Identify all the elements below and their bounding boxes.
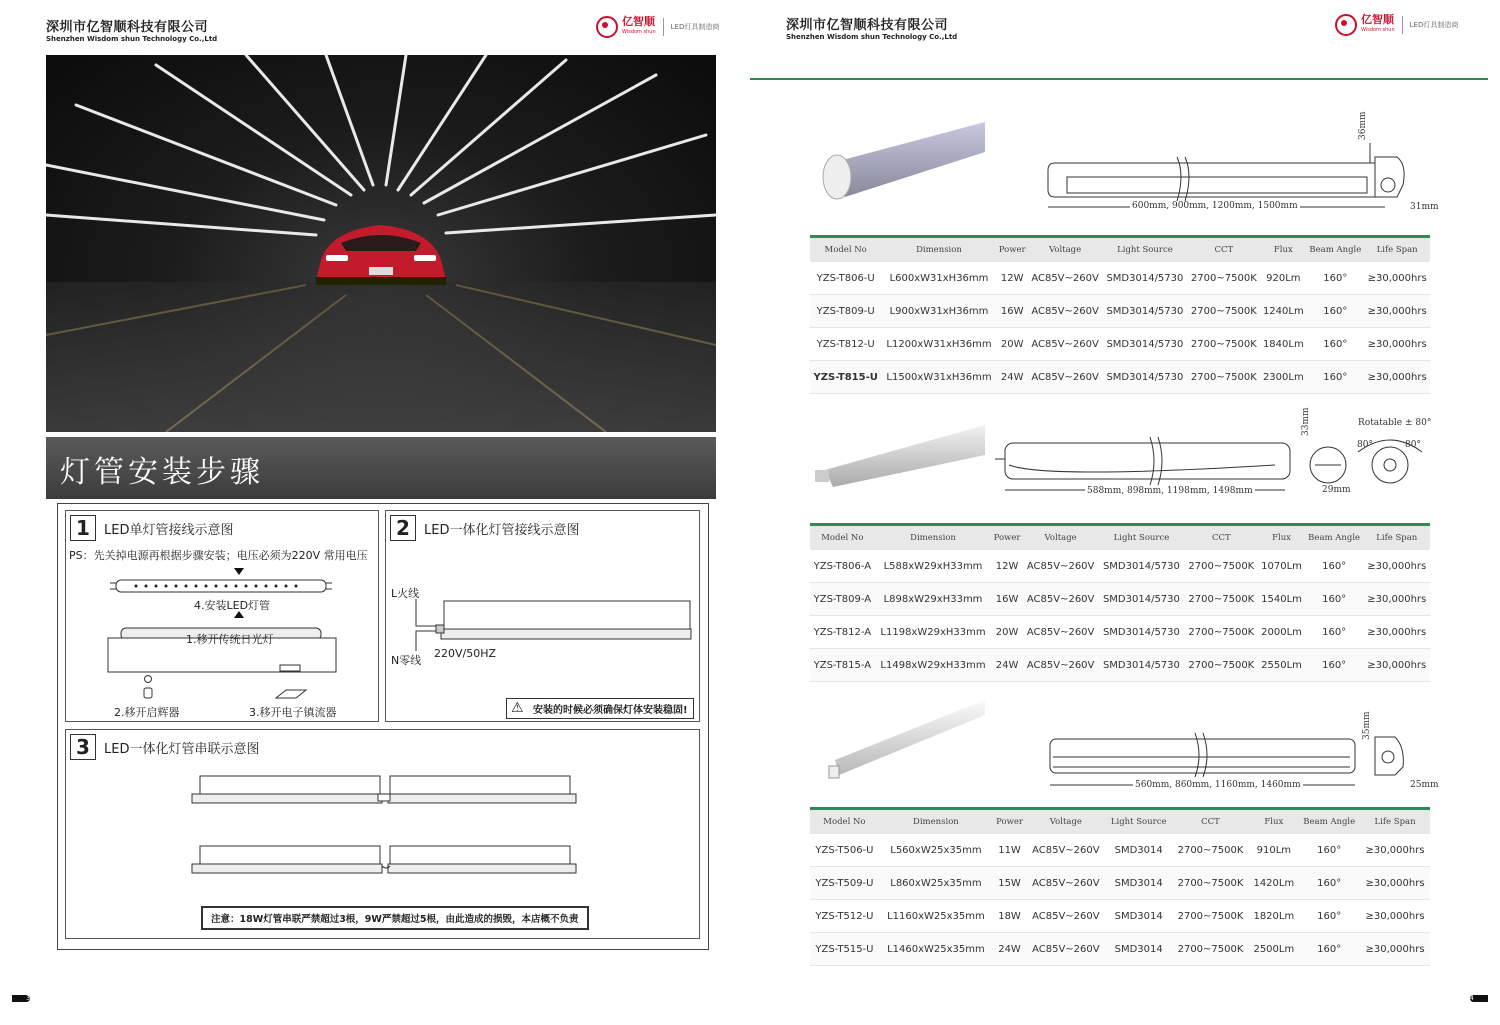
left-page-number: 3 [12, 995, 30, 1002]
panel-integrated-tube [385, 510, 700, 722]
table3-col-5: CCT [1172, 809, 1250, 835]
table-cell: YZS-T512-U [810, 900, 879, 933]
table-cell: 910Lm [1249, 834, 1298, 867]
table-cell: 160° [1306, 361, 1364, 394]
table-cell: SMD3014/5730 [1098, 550, 1184, 583]
table-cell: AC85V~260V [1026, 834, 1106, 867]
table-cell: 2550Lm [1258, 649, 1305, 682]
table-cell: L1500xW31xH36mm [881, 361, 996, 394]
voltage-label: 220V/50HZ [434, 647, 497, 660]
table-row [810, 583, 1430, 616]
panel1-step1: 1.移开传统日光灯 [186, 633, 274, 646]
table1-col-4: Light Source [1102, 237, 1187, 263]
table-cell: 24W [993, 933, 1026, 966]
logo-tag: LED灯具制造商 [670, 23, 720, 31]
integrated-tube-diagram [386, 591, 699, 651]
table-cell: 20W [997, 328, 1028, 361]
table-cell: 160° [1298, 900, 1360, 933]
table-cell: 1070Lm [1258, 550, 1305, 583]
series-tubes-diagram [66, 770, 699, 880]
warning-text: 安装的时候必须确保灯体安装稳固! [533, 705, 688, 716]
table-cell: SMD3014 [1106, 933, 1172, 966]
table1-header [810, 237, 1430, 263]
brand-logo [596, 16, 719, 38]
diagram2-lengths: 588mm, 898mm, 1198mm, 1498mm [1087, 486, 1253, 496]
left-header [46, 16, 217, 43]
table-cell: YZS-T809-A [810, 583, 875, 616]
table-cell: 2500Lm [1249, 933, 1298, 966]
table-cell: L1498xW29xH33mm [875, 649, 992, 682]
table-cell: YZS-T806-U [810, 262, 881, 295]
table1-col-5: CCT [1187, 237, 1260, 263]
table-cell: AC85V~260V [1026, 900, 1106, 933]
table-cell: 160° [1305, 550, 1364, 583]
table-cell: AC85V~260V [1028, 262, 1103, 295]
spec-table-2 [810, 523, 1430, 682]
table-cell: ≥30,000hrs [1360, 933, 1430, 966]
table-cell: 160° [1305, 649, 1364, 682]
table3-col-3: Voltage [1026, 809, 1106, 835]
table-cell: 1420Lm [1249, 867, 1298, 900]
table-cell: ≥30,000hrs [1363, 649, 1430, 682]
table-cell: 160° [1306, 295, 1364, 328]
table-cell: 12W [991, 550, 1022, 583]
table-cell: YZS-T515-U [810, 933, 879, 966]
table-cell: 15W [993, 867, 1026, 900]
table-cell: 1240Lm [1260, 295, 1306, 328]
table-cell: AC85V~260V [1023, 583, 1099, 616]
table-cell: SMD3014/5730 [1102, 295, 1187, 328]
panel-series-tubes [65, 729, 700, 939]
table-cell: ≥30,000hrs [1363, 583, 1430, 616]
table-cell: 160° [1298, 933, 1360, 966]
table-cell: L1198xW29xH33mm [875, 616, 992, 649]
table-row [810, 361, 1430, 394]
company-name-en: Shenzhen Wisdom shun Technology Co.,Ltd [46, 35, 218, 43]
right-logo-mark-icon [1335, 14, 1357, 36]
right-logo-tag: LED灯具制造商 [1409, 21, 1459, 29]
panel2-number: 2 [390, 515, 416, 541]
table-cell: 1820Lm [1249, 900, 1298, 933]
table-cell: 20W [991, 616, 1022, 649]
logo-brand: 亿智顺 [622, 15, 655, 28]
table-row [810, 649, 1430, 682]
table-row [810, 550, 1430, 583]
table-cell: YZS-T506-U [810, 834, 879, 867]
table-cell: SMD3014/5730 [1098, 649, 1184, 682]
panel1-number: 1 [70, 515, 96, 541]
table-cell: AC85V~260V [1026, 933, 1106, 966]
diagram2-angle-right: 80° [1405, 440, 1421, 450]
panel3-number: 3 [70, 734, 96, 760]
right-page-number: 4 [1470, 995, 1488, 1002]
diagram2-width: 29mm [1322, 485, 1351, 495]
table-cell: L560xW25x35mm [879, 834, 993, 867]
table-cell: 2700~7500K [1172, 933, 1250, 966]
table-cell: L1460xW25x35mm [879, 933, 993, 966]
table-cell: L1200xW31xH36mm [881, 328, 996, 361]
table-cell: 160° [1305, 616, 1364, 649]
table-cell: 18W [993, 900, 1026, 933]
warning-icon: ⚠ [511, 700, 524, 716]
table-cell: 160° [1298, 834, 1360, 867]
table-cell: L1160xW25x35mm [879, 900, 993, 933]
spec-table-3 [810, 807, 1430, 966]
table-cell: 12W [997, 262, 1028, 295]
table-cell: 2700~7500K [1187, 295, 1260, 328]
table-cell: 2700~7500K [1184, 616, 1258, 649]
table-cell: ≥30,000hrs [1364, 262, 1430, 295]
table-cell: AC85V~260V [1028, 295, 1103, 328]
series-note-box [201, 906, 589, 930]
diagram3-height: 35mm [1362, 711, 1372, 740]
diagram1-width: 31mm [1410, 202, 1439, 212]
table-cell: AC85V~260V [1028, 328, 1103, 361]
table2-col-5: CCT [1184, 525, 1258, 551]
diagram3-lengths: 560mm, 860mm, 1160mm, 1460mm [1135, 780, 1301, 790]
t8-tube-photo-2 [815, 425, 985, 495]
table-cell: L588xW29xH33mm [875, 550, 992, 583]
table-cell: 920Lm [1260, 262, 1306, 295]
header-divider [750, 78, 1488, 80]
table-cell: 16W [997, 295, 1028, 328]
table-row [810, 933, 1430, 966]
table1-col-7: Beam Angle [1306, 237, 1364, 263]
diagram2-height: 33mm [1301, 407, 1311, 436]
table2-col-1: Dimension [875, 525, 992, 551]
spec-table-1 [810, 235, 1430, 394]
table-row [810, 900, 1430, 933]
table-row [810, 262, 1430, 295]
series-note-text: 注意：18W灯管串联严禁超过3根，9W严禁超过5根，由此造成的损毁，本店概不负责 [211, 914, 579, 925]
table-cell: SMD3014/5730 [1102, 361, 1187, 394]
right-logo-brand-en: Wisdom shun [1361, 27, 1395, 33]
right-company-name-cn: 深圳市亿智顺科技有限公司 [786, 18, 949, 33]
table3-col-1: Dimension [879, 809, 993, 835]
table2-col-4: Light Source [1098, 525, 1184, 551]
table-cell: 2700~7500K [1187, 361, 1260, 394]
red-car-icon [311, 215, 451, 290]
table-cell: YZS-T809-U [810, 295, 881, 328]
table-cell: YZS-T806-A [810, 550, 875, 583]
table-cell: YZS-T509-U [810, 867, 879, 900]
table3-col-2: Power [993, 809, 1026, 835]
table-cell: 160° [1305, 583, 1364, 616]
table-cell: 2700~7500K [1184, 550, 1258, 583]
table-cell: 24W [991, 649, 1022, 682]
table-cell: 2000Lm [1258, 616, 1305, 649]
table-cell: SMD3014 [1106, 867, 1172, 900]
table-cell: SMD3014 [1106, 900, 1172, 933]
logo-brand-en: Wisdom shun [622, 29, 656, 35]
panel1-step4: 4.安装LED灯管 [194, 599, 271, 612]
table-cell: AC85V~260V [1023, 649, 1099, 682]
table-cell: ≥30,000hrs [1360, 900, 1430, 933]
table-row [810, 834, 1430, 867]
panel1-step2: 2.移开启辉器 [114, 706, 180, 719]
table1-col-1: Dimension [881, 237, 996, 263]
table-cell: AC85V~260V [1023, 550, 1099, 583]
table3-col-4: Light Source [1106, 809, 1172, 835]
t8-tube-photo-1 [815, 122, 985, 207]
table2-col-3: Voltage [1023, 525, 1099, 551]
table3-col-8: Life Span [1360, 809, 1430, 835]
table-row [810, 295, 1430, 328]
table-cell: L898xW29xH33mm [875, 583, 992, 616]
table2-header [810, 525, 1430, 551]
table-cell: 2300Lm [1260, 361, 1306, 394]
table-cell: 2700~7500K [1184, 583, 1258, 616]
panel1-note: PS：先关掉电源再根据步骤安装；电压必须为220V 常用电压 [69, 549, 368, 562]
table-cell: 1840Lm [1260, 328, 1306, 361]
neutral-wire-label: N零线 [391, 654, 422, 667]
table-cell: 2700~7500K [1172, 834, 1250, 867]
end-cap-drawing-2 [1298, 430, 1448, 500]
table-cell: 2700~7500K [1172, 867, 1250, 900]
diagram2-angle-left: 80° [1357, 440, 1373, 450]
diagram3-width: 25mm [1410, 780, 1439, 790]
panel-single-tube [65, 510, 379, 722]
company-name-cn: 深圳市亿智顺科技有限公司 [46, 20, 209, 35]
table-cell: ≥30,000hrs [1363, 616, 1430, 649]
garage-car-photo [46, 55, 716, 432]
table-cell: 11W [993, 834, 1026, 867]
table-cell: 160° [1298, 867, 1360, 900]
table3-col-6: Flux [1249, 809, 1298, 835]
right-company-name-en: Shenzhen Wisdom shun Technology Co.,Ltd [786, 33, 958, 41]
table2-col-8: Life Span [1363, 525, 1430, 551]
table-cell: ≥30,000hrs [1364, 328, 1430, 361]
table-cell: 160° [1306, 262, 1364, 295]
right-logo-brand: 亿智顺 [1361, 13, 1394, 26]
table2-col-6: Flux [1258, 525, 1305, 551]
table-cell: 160° [1306, 328, 1364, 361]
table-cell: L900xW31xH36mm [881, 295, 996, 328]
t5-tube-photo [825, 700, 985, 782]
table-cell: 16W [991, 583, 1022, 616]
table-cell: L860xW25x35mm [879, 867, 993, 900]
table-cell: AC85V~260V [1026, 867, 1106, 900]
banner-title: 灯管安装步骤 [60, 455, 264, 490]
right-header [786, 14, 957, 41]
table-cell: SMD3014/5730 [1102, 328, 1187, 361]
table-cell: AC85V~260V [1023, 616, 1099, 649]
panel1-title: LED单灯管接线示意图 [104, 522, 234, 538]
table-cell: SMD3014 [1106, 834, 1172, 867]
warning-box [506, 698, 694, 719]
panel1-step3: 3.移开电子镇流器 [249, 706, 337, 719]
table-cell: AC85V~260V [1028, 361, 1103, 394]
table3-col-7: Beam Angle [1298, 809, 1360, 835]
diagram1-height: 36mm [1358, 111, 1368, 140]
table-cell: L600xW31xH36mm [881, 262, 996, 295]
table2-col-0: Model No [810, 525, 875, 551]
table1-col-0: Model No [810, 237, 881, 263]
table1-col-8: Life Span [1364, 237, 1430, 263]
table2-col-2: Power [991, 525, 1022, 551]
table-cell: YZS-T812-U [810, 328, 881, 361]
table-cell: ≥30,000hrs [1364, 361, 1430, 394]
table1-col-3: Voltage [1028, 237, 1103, 263]
table-cell: 2700~7500K [1172, 900, 1250, 933]
table-cell: SMD3014/5730 [1102, 262, 1187, 295]
table-row [810, 867, 1430, 900]
panel2-title: LED一体化灯管接线示意图 [424, 522, 580, 538]
table-cell: ≥30,000hrs [1363, 550, 1430, 583]
table1-col-2: Power [997, 237, 1028, 263]
table-cell: 2700~7500K [1187, 262, 1260, 295]
table-cell: 1540Lm [1258, 583, 1305, 616]
table-row [810, 616, 1430, 649]
logo-mark-icon [596, 16, 618, 38]
right-brand-logo [1335, 14, 1458, 36]
live-wire-label: L火线 [391, 587, 420, 600]
table-cell: ≥30,000hrs [1360, 834, 1430, 867]
table-cell: 2700~7500K [1184, 649, 1258, 682]
table-cell: YZS-T812-A [810, 616, 875, 649]
diagram1-lengths: 600mm, 900mm, 1200mm, 1500mm [1132, 201, 1298, 211]
table-cell: 2700~7500K [1187, 328, 1260, 361]
table2-col-7: Beam Angle [1305, 525, 1364, 551]
table1-col-6: Flux [1260, 237, 1306, 263]
table-cell: ≥30,000hrs [1364, 295, 1430, 328]
panel3-title: LED一体化灯管串联示意图 [104, 741, 260, 757]
install-steps-banner [46, 437, 716, 499]
table-row [810, 328, 1430, 361]
table-cell: YZS-T815-A [810, 649, 875, 682]
table-cell: YZS-T815-U [810, 361, 881, 394]
table-cell: 24W [997, 361, 1028, 394]
table-cell: SMD3014/5730 [1098, 616, 1184, 649]
table-cell: ≥30,000hrs [1360, 867, 1430, 900]
table3-header [810, 809, 1430, 835]
diagram2-rotatable: Rotatable ± 80° [1358, 418, 1432, 428]
table3-col-0: Model No [810, 809, 879, 835]
table-cell: SMD3014/5730 [1098, 583, 1184, 616]
